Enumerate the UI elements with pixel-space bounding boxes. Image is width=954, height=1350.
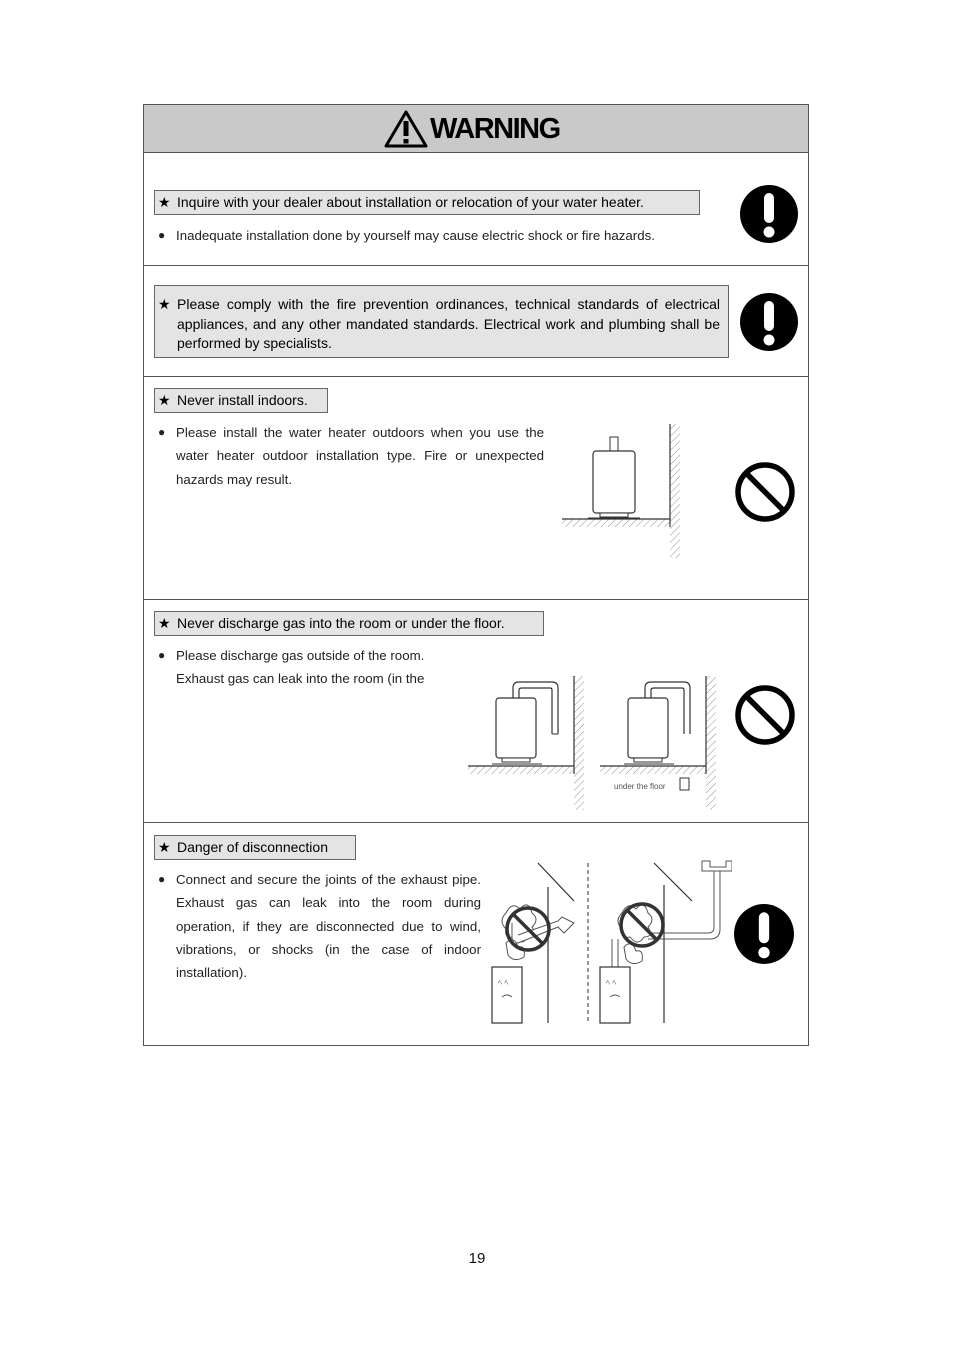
- star-icon: ★: [158, 839, 171, 855]
- bullet-text-group: [176, 644, 444, 691]
- bullet-line-2: Exhaust gas can leak into the room (in the: [176, 671, 425, 687]
- section-never-install-indoors: [144, 377, 808, 600]
- section-never-discharge-gas: [144, 600, 808, 823]
- section-headline: [154, 611, 544, 636]
- warning-title-text: WARNING: [430, 112, 560, 145]
- warning-frame: [143, 104, 809, 1046]
- mandatory-exclamation-icon: [739, 292, 799, 352]
- bullet-icon: ●: [158, 648, 166, 662]
- bullet-icon: ●: [158, 425, 166, 439]
- section-danger-disconnection: [144, 823, 808, 1045]
- headline-text: Inquire with your dealer about installation or relocation of your water heater.: [177, 194, 644, 210]
- svg-text:ﾍ ﾍ: ﾍ ﾍ: [498, 978, 509, 987]
- page-number: 19: [468, 1250, 486, 1267]
- spacer: [734, 562, 735, 563]
- section-dealer-installation: [144, 153, 808, 266]
- star-icon: ★: [158, 615, 171, 631]
- section-headline: [154, 190, 700, 215]
- disconnection-illustration: [488, 857, 732, 1027]
- headline-text: Please comply with the fire prevention ordinances, technical standards of electrical appliances, and any other mandated standards. Electrical work and plumbing shall be performed by specialists.: [177, 296, 720, 351]
- section-headline: [154, 388, 328, 413]
- warning-triangle-icon: [384, 110, 428, 148]
- prohibition-icon: [734, 461, 796, 523]
- bullet-icon: ●: [158, 872, 166, 886]
- bullet-text: Inadequate installation done by yourself may cause electric shock or fire hazards.: [176, 228, 655, 243]
- bullet-item: [158, 644, 448, 714]
- headline-text: Danger of disconnection: [177, 839, 328, 855]
- bullet-line-1: Please discharge gas outside of the room.: [176, 648, 425, 663]
- star-icon: ★: [158, 296, 171, 312]
- warning-title: [384, 109, 560, 149]
- under-floor-label: under the floor: [614, 782, 666, 791]
- bullet-text: Please install the water heater outdoors when you use the water heater outdoor installation type. Fire or unexpected hazards may result.: [176, 425, 544, 487]
- svg-text:ﾍ ﾍ: ﾍ ﾍ: [606, 978, 617, 987]
- headline-text: Never discharge gas into the room or under the floor.: [177, 615, 505, 631]
- warning-header: [144, 105, 808, 153]
- star-icon: ★: [158, 392, 171, 408]
- indoor-install-illustration: [560, 419, 684, 559]
- mandatory-exclamation-icon: [739, 184, 799, 244]
- bullet-text: Connect and secure the joints of the exhaust pipe. Exhaust gas can leak into the room during operation, if they are disconnected due to wind, vibrations, or shocks (in the case of indoor installation).: [176, 872, 481, 981]
- prohibition-icon: [734, 684, 796, 746]
- mandatory-exclamation-icon: [733, 903, 795, 965]
- section-headline: [154, 285, 729, 358]
- headline-text: Never install indoors.: [177, 392, 308, 408]
- star-icon: ★: [158, 194, 171, 210]
- gas-discharge-illustration: [466, 672, 722, 812]
- bullet-icon: ●: [158, 228, 166, 242]
- section-comply-standards: [144, 266, 808, 377]
- section-headline: [154, 835, 356, 860]
